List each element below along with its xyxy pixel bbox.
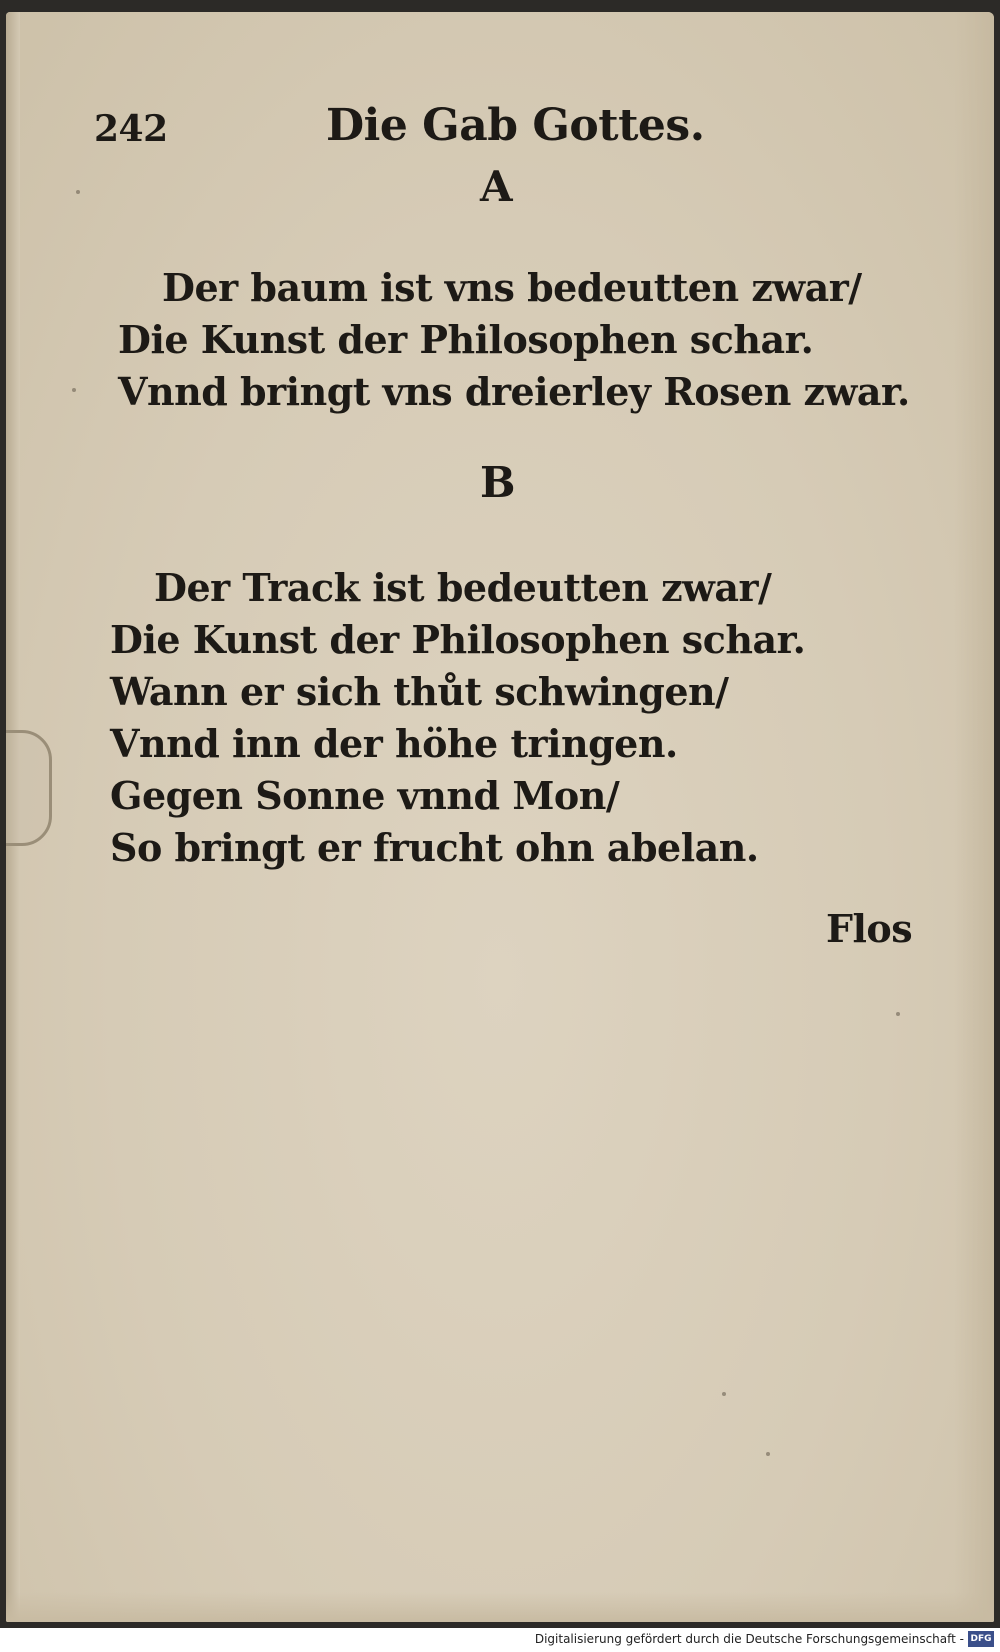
paper-speck bbox=[722, 1392, 726, 1396]
paper-speck bbox=[72, 388, 76, 392]
page-edge-bottom bbox=[6, 1592, 994, 1622]
running-title: Die Gab Gottes. bbox=[326, 100, 705, 151]
verse-line: So bringt er frucht ohn abelan. bbox=[110, 825, 759, 870]
verse-line: Der Track ist bedeutten zwar/ bbox=[154, 565, 772, 610]
verse-line: Vnnd inn der höhe tringen. bbox=[110, 721, 678, 766]
verse-line: Vnnd bringt vns dreierley Rosen zwar. bbox=[118, 369, 910, 414]
verse-line: Wann er sich thůt schwingen/ bbox=[110, 669, 729, 714]
stanza-a bbox=[118, 262, 910, 418]
page-number: 242 bbox=[94, 108, 168, 150]
dfg-logo-icon: DFG bbox=[968, 1631, 994, 1647]
footer-bar bbox=[0, 1628, 1000, 1652]
section-label-a: A bbox=[480, 162, 513, 211]
book-clasp bbox=[6, 730, 52, 846]
funding-credit: Digitalisierung gefördert durch die Deutsche Forschungsgemeinschaft - bbox=[534, 1632, 964, 1646]
book-page bbox=[6, 12, 994, 1622]
verse-line: Die Kunst der Philosophen schar. bbox=[118, 317, 814, 362]
catchword: Flos bbox=[826, 906, 913, 951]
verse-line: Gegen Sonne vnnd Mon/ bbox=[110, 773, 620, 818]
paper-speck bbox=[896, 1012, 900, 1016]
paper-speck bbox=[76, 190, 80, 194]
paper-speck bbox=[766, 1452, 770, 1456]
verse-line: Die Kunst der Philosophen schar. bbox=[110, 617, 806, 662]
page-edge-right bbox=[954, 12, 994, 1622]
stanza-b bbox=[110, 562, 805, 874]
verse-line: Der baum ist vns bedeutten zwar/ bbox=[162, 265, 862, 310]
section-label-b: B bbox=[480, 458, 515, 507]
